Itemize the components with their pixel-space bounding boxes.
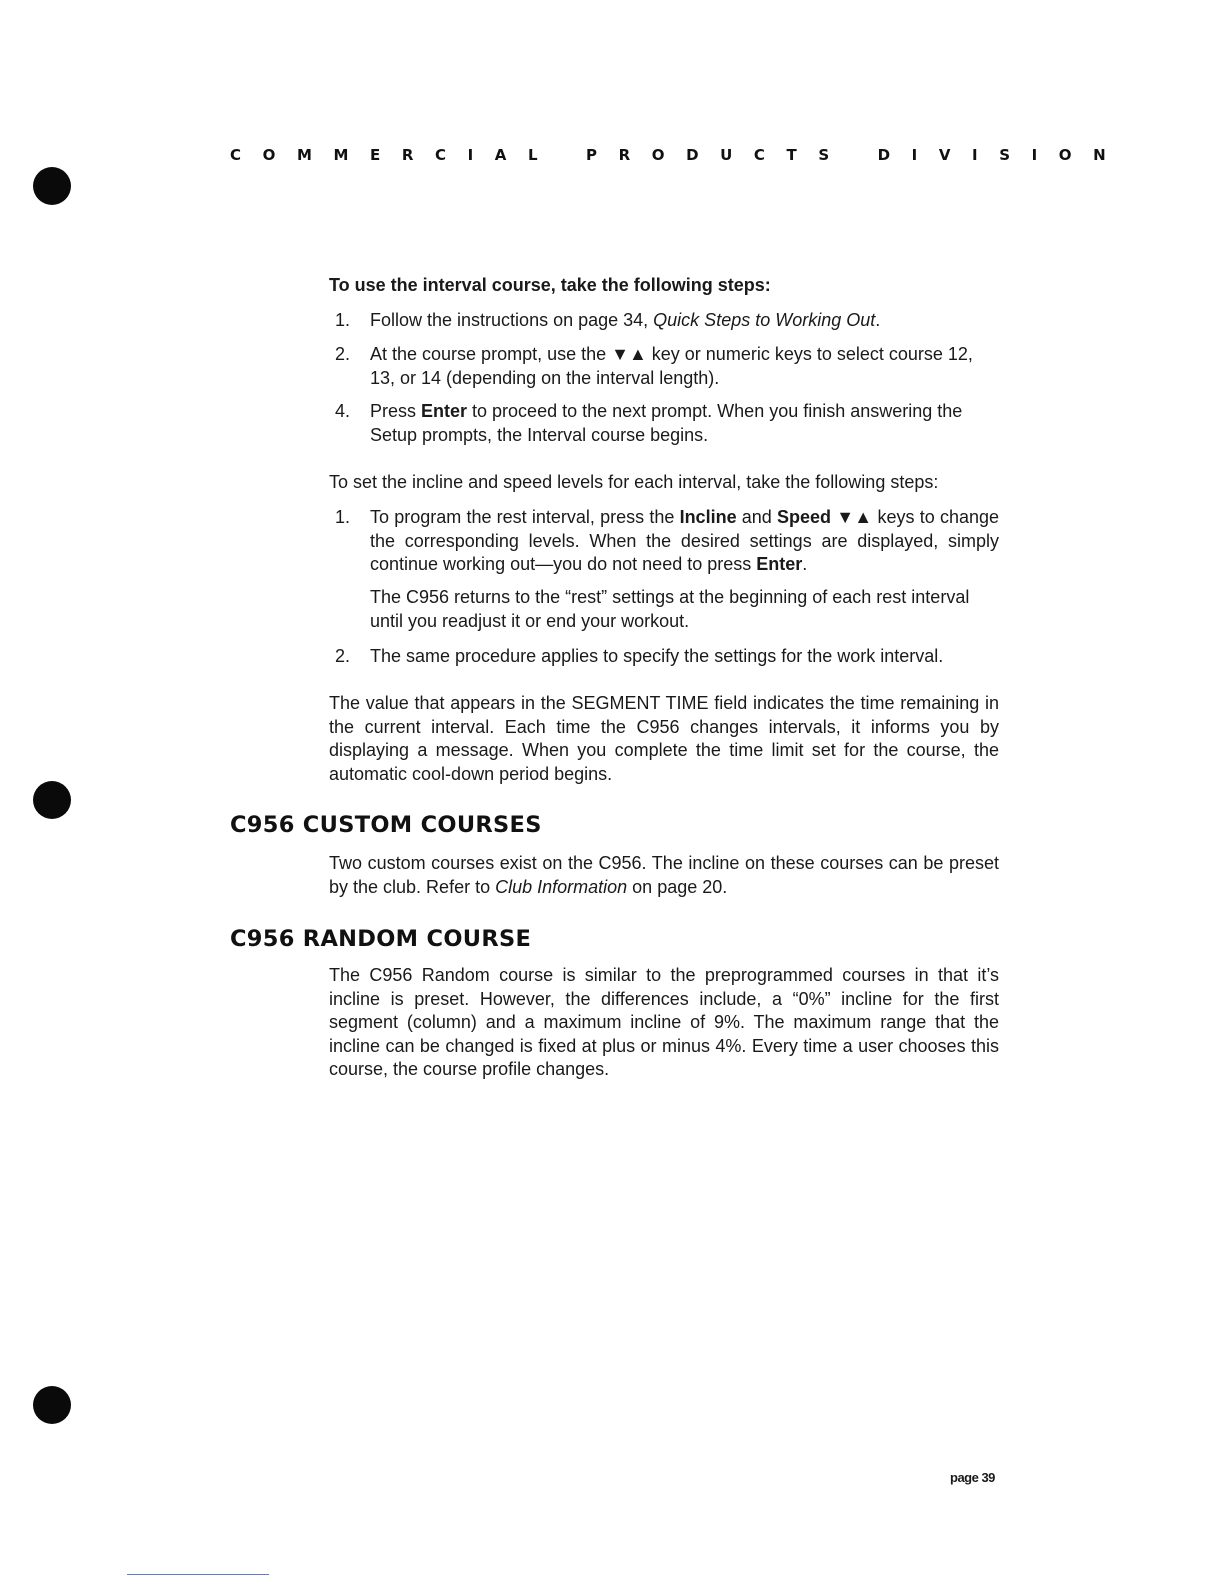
- arrow-keys-icon: ▼▲: [831, 507, 873, 527]
- incline-speed-lead: To set the incline and speed levels for each interval, take the following steps:: [329, 472, 939, 492]
- step-number: 2.: [335, 646, 351, 666]
- random-course-paragraph: The C956 Random course is similar to the preprogrammed courses in that it’s incline is preset. However, the differences include, a “0%” incline for the first segment (column) and a maximum incline of 9%. The maximum range that the incline can be changed is fixed at plus or minus 4%. Every time a user chooses this course, the course profile changes.: [329, 965, 999, 1079]
- page-number: page 39: [950, 1470, 995, 1485]
- step-text: At the course prompt, use the ▼▲ key or numeric keys to select course 12, 13, or 14 (depending on the interval length).: [370, 344, 973, 388]
- step-text: The same procedure applies to specify the settings for the work interval.: [370, 646, 944, 666]
- step-number: 1.: [335, 507, 351, 527]
- speed-key: Speed: [777, 507, 832, 527]
- enter-key: Enter: [421, 401, 468, 421]
- step-number: 4.: [335, 401, 351, 421]
- segment-time-paragraph: The value that appears in the SEGMENT TIME field indicates the time remaining in the current interval. Each time the C956 changes intervals, it informs you by displaying a message. When you complete the time limit set for the course, the automatic cool-down period begins.: [329, 693, 999, 784]
- arrow-keys-icon: ▼▲: [611, 344, 647, 364]
- punch-hole-icon: [33, 167, 71, 205]
- custom-courses-title: C956 CUSTOM COURSES: [230, 812, 542, 838]
- punch-hole-icon: [33, 781, 71, 819]
- incline-key: Incline: [679, 507, 737, 527]
- custom-courses-paragraph: Two custom courses exist on the C956. The incline on these courses can be preset by the club. Refer to Club Information on page 20.: [329, 853, 999, 897]
- interval-lead: To use the interval course, take the following steps:: [329, 275, 771, 295]
- step-text: Follow the instructions on page 34, Quick Steps to Working Out.: [370, 310, 881, 330]
- random-course-title: C956 RANDOM COURSE: [230, 926, 532, 952]
- club-information-ref: Club Information: [495, 876, 628, 897]
- step-text: To program the rest interval, press the Incline and Speed ▼▲ keys to change the corresponding levels. When the desired settings are displayed, simply continue working out—you do not need to press Enter.: [370, 507, 999, 574]
- step-note-text: The C956 returns to the “rest” settings at the beginning of each rest interval until you readjust it or end your workout.: [370, 587, 970, 631]
- enter-key: Enter: [756, 554, 803, 574]
- division-header: COMMERCIAL PRODUCTS DIVISION: [230, 146, 1128, 164]
- footer-rule: [127, 1574, 269, 1575]
- step-number: 2.: [335, 344, 351, 364]
- punch-hole-icon: [33, 1386, 71, 1424]
- step-number: 1.: [335, 310, 351, 330]
- quick-steps-ref: Quick Steps to Working Out: [653, 310, 876, 330]
- step-text: Press Enter to proceed to the next prompt. When you finish answering the Setup prompts, the Interval course begins.: [370, 401, 963, 445]
